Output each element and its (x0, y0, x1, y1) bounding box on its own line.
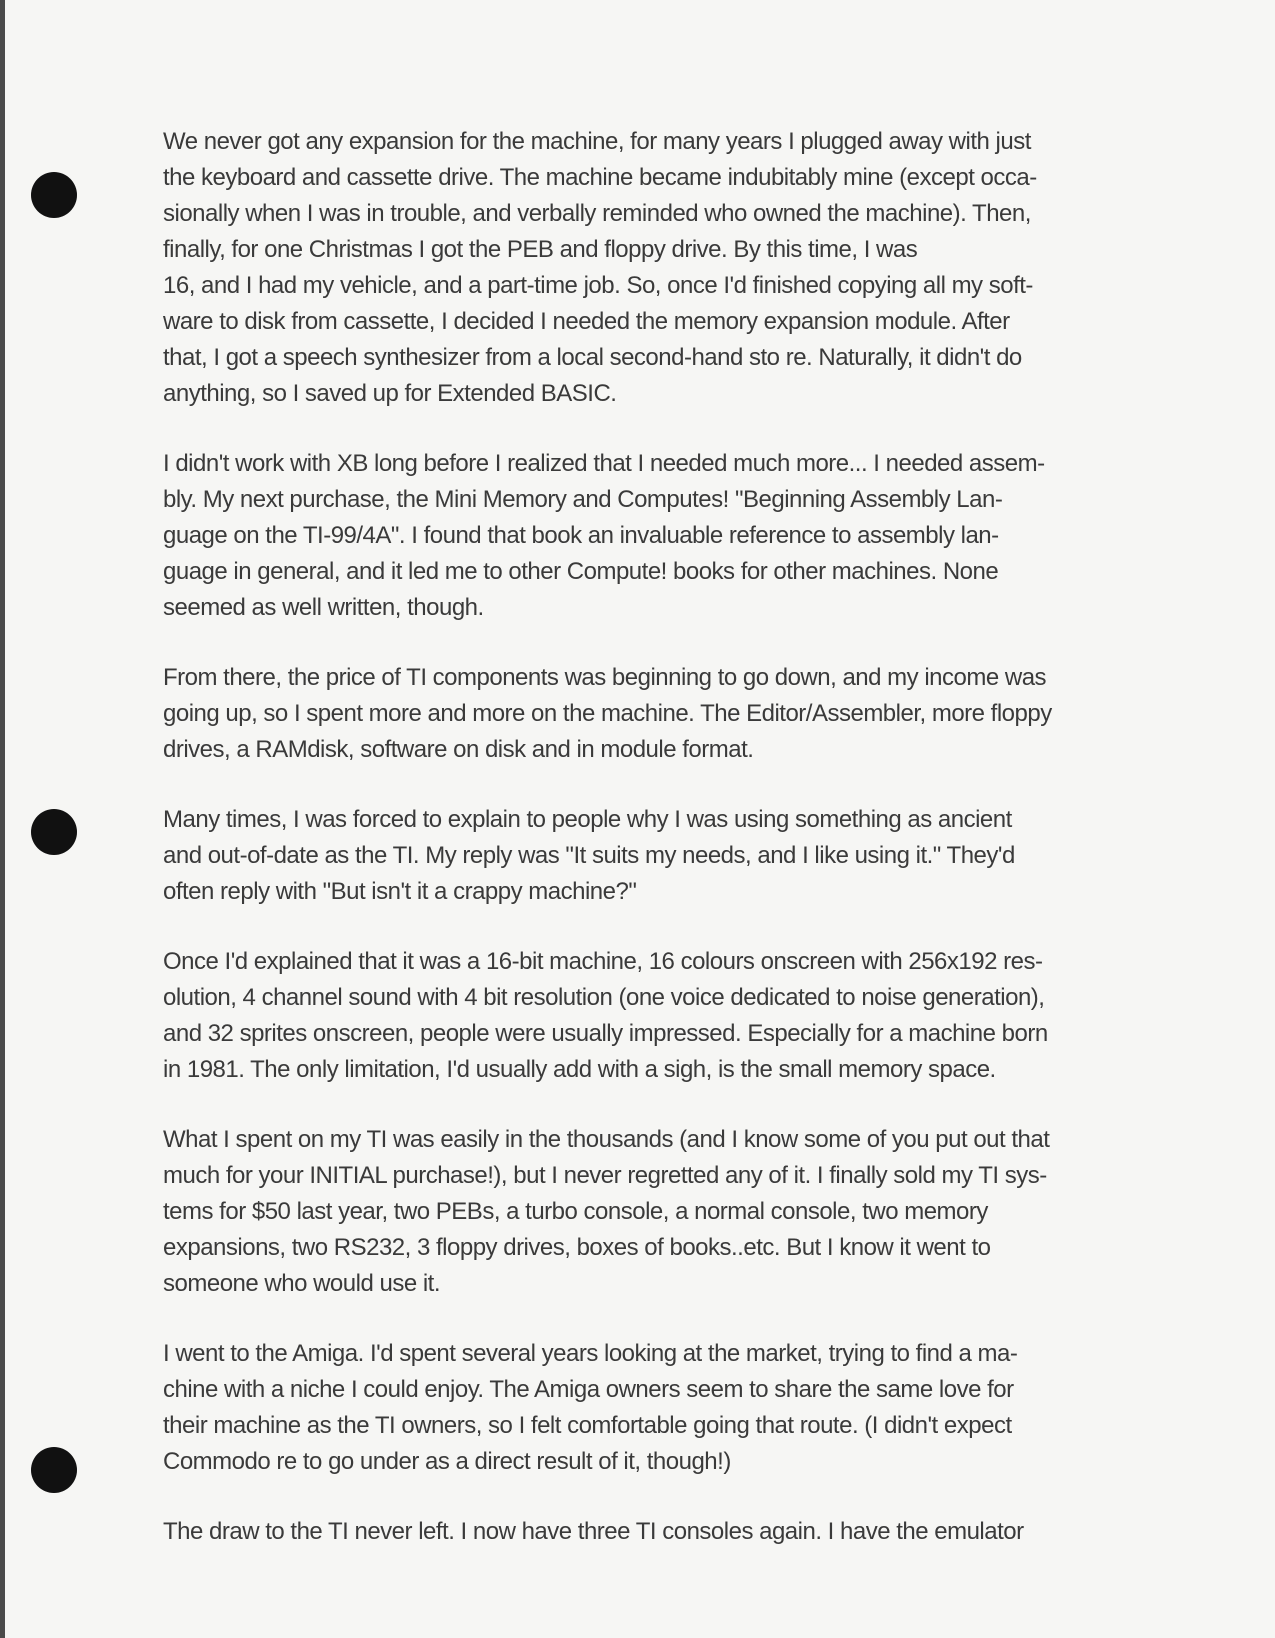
page-left-edge (0, 0, 5, 1638)
text-line: Many times, I was forced to explain to people why I was using something as ancient (163, 806, 1012, 833)
text-line: their machine as the TI owners, so I felt comfortable going that route. (I didn't expect (163, 1412, 1012, 1439)
text-line: Commodo re to go under as a direct result of it, though!) (163, 1448, 731, 1475)
document-body (163, 124, 1153, 1584)
text-line: From there, the price of TI components was beginning to go down, and my income was (163, 664, 1047, 691)
text-line: tems for $50 last year, two PEBs, a turbo console, a normal console, two memory (163, 1198, 988, 1225)
text-line: going up, so I spent more and more on the machine. The Editor/Assembler, more floppy (163, 700, 1052, 727)
text-line: expansions, two RS232, 3 floppy drives, boxes of books..etc. But I know it went to (163, 1234, 991, 1261)
text-line: The draw to the TI never left. I now have three TI consoles again. I have the emulator (163, 1518, 1024, 1545)
text-line: guage in general, and it led me to other Compute! books for other machines. None (163, 558, 999, 585)
text-line: I didn't work with XB long before I realized that I needed much more... I needed assem- (163, 450, 1045, 477)
binder-punch-hole-bottom (31, 1447, 77, 1493)
text-line: finally, for one Christmas I got the PEB and floppy drive. By this time, I was (163, 236, 918, 263)
text-line: We never got any expansion for the machine, for many years I plugged away with just (163, 128, 1031, 155)
paragraph-components (163, 660, 1153, 768)
paragraph-expansion (163, 124, 1153, 412)
text-line: sionally when I was in trouble, and verbally reminded who owned the machine). Then, (163, 200, 1031, 227)
text-line: the keyboard and cassette drive. The machine became indubitably mine (except occa- (163, 164, 1037, 191)
binder-punch-hole-top (31, 172, 77, 218)
text-line: that, I got a speech synthesizer from a local second-hand sto re. Naturally, it didn't do (163, 344, 1022, 371)
text-line: ware to disk from cassette, I decided I needed the memory expansion module. After (163, 308, 1010, 335)
text-line: often reply with "But isn't it a crappy machine?" (163, 878, 637, 905)
paragraph-assembly (163, 446, 1153, 626)
text-line: guage on the TI-99/4A". I found that book an invaluable reference to assembly lan- (163, 522, 999, 549)
text-line: What I spent on my TI was easily in the thousands (and I know some of you put out that (163, 1126, 1050, 1153)
binder-punch-hole-middle (31, 809, 77, 855)
paragraph-return (163, 1514, 1153, 1550)
text-line: Once I'd explained that it was a 16-bit machine, 16 colours onscreen with 256x192 res- (163, 948, 1043, 975)
paragraph-amiga (163, 1336, 1153, 1480)
text-line: seemed as well written, though. (163, 594, 484, 621)
text-line: and 32 sprites onscreen, people were usually impressed. Especially for a machine born (163, 1020, 1048, 1047)
text-line: and out-of-date as the TI. My reply was "It suits my needs, and I like using it." They'd (163, 842, 1015, 869)
text-line: olution, 4 channel sound with 4 bit resolution (one voice dedicated to noise generation), (163, 984, 1045, 1011)
text-line: bly. My next purchase, the Mini Memory and Computes! "Beginning Assembly Lan- (163, 486, 1003, 513)
text-line: 16, and I had my vehicle, and a part-time job. So, once I'd finished copying all my soft- (163, 272, 1033, 299)
text-line: chine with a niche I could enjoy. The Amiga owners seem to share the same love for (163, 1376, 1014, 1403)
text-line: drives, a RAMdisk, software on disk and in module format. (163, 736, 754, 763)
paragraph-specifications (163, 944, 1153, 1088)
text-line: much for your INITIAL purchase!), but I never regretted any of it. I finally sold my TI sys- (163, 1162, 1047, 1189)
text-line: anything, so I saved up for Extended BASIC. (163, 380, 617, 407)
paragraph-spending (163, 1122, 1153, 1302)
text-line: someone who would use it. (163, 1270, 440, 1297)
text-line: I went to the Amiga. I'd spent several years looking at the market, trying to find a ma- (163, 1340, 1018, 1367)
paragraph-explanations (163, 802, 1153, 910)
text-line: in 1981. The only limitation, I'd usually add with a sigh, is the small memory space. (163, 1056, 996, 1083)
